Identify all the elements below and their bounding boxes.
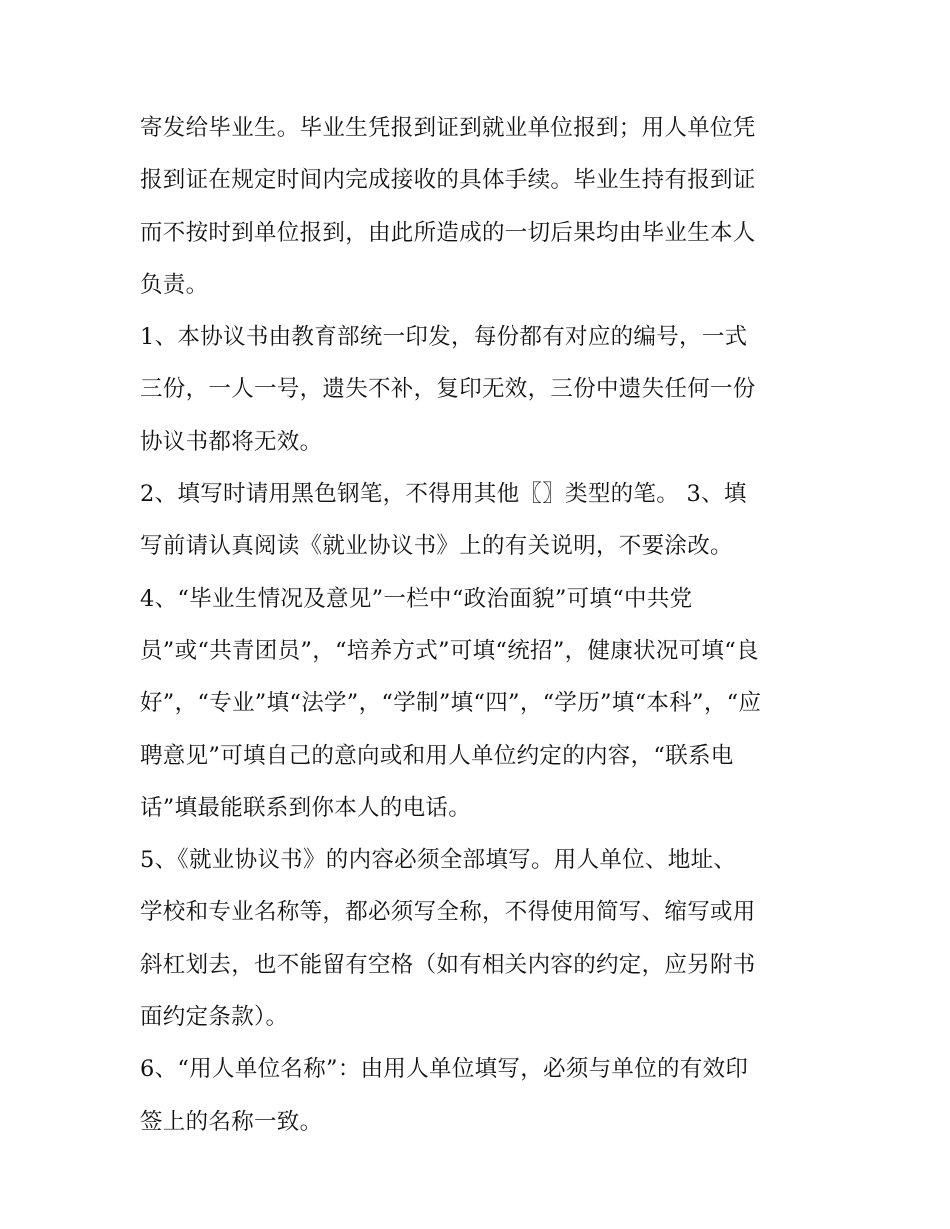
text-line: 负责。	[140, 271, 209, 298]
document-body	[140, 102, 830, 1148]
text-line: 6、“用人单位名称”：由用人单位填写，必须与单位的有效印	[140, 1056, 749, 1083]
text-line: 1、本协议书由教育部统一印发，每份都有对应的编号，一式	[140, 324, 748, 351]
text-line: 面约定条款）。	[140, 1004, 289, 1031]
text-line: 签上的名称一致。	[140, 1108, 323, 1135]
text-line: 寄发给毕业生。毕业生凭报到证到就业单位报到；用人单位凭	[140, 115, 756, 141]
text-line: 4、“毕业生情况及意见”一栏中“政治面貌”可填“中共党	[140, 585, 693, 612]
text-line: 而不按时到单位报到，由此所造成的一切后果均由毕业生本人	[140, 219, 756, 246]
text-line: 聘意见”可填自己的意向或和用人单位约定的内容，“联系电	[140, 742, 734, 769]
text-line: 协议书都将无效。	[140, 428, 323, 455]
text-line: 好”，“专业”填“法学”，“学制”填“四”，“学历”填“本科”，“应	[140, 690, 762, 717]
text-line: 报到证在规定时间内完成接收的具体手续。毕业生持有报到证	[140, 167, 756, 194]
text-line: 三份，一人一号，遗失不补，复印无效，三份中遗失任何一份	[140, 376, 756, 403]
text-line: 2、填写时请用黑色钢笔，不得用其他〖〗类型的笔。 3、填	[140, 481, 747, 508]
text-line: 员”或“共青团员”，“培养方式”可填“统招”，健康状况可填“良	[140, 637, 759, 664]
text-line: 写前请认真阅读《就业协议书》上的有关说明，不要涂改。	[140, 533, 733, 560]
text-line: 学校和专业名称等，都必须写全称，不得使用简写、缩写或用	[140, 899, 756, 926]
text-line: 话”填最能联系到你本人的电话。	[140, 794, 472, 821]
text-line: 斜杠划去，也不能留有空格（如有相关内容的约定，应另附书	[140, 951, 756, 978]
text-line: 5、《就业协议书》的内容必须全部填写。用人单位、地址、	[140, 847, 737, 874]
